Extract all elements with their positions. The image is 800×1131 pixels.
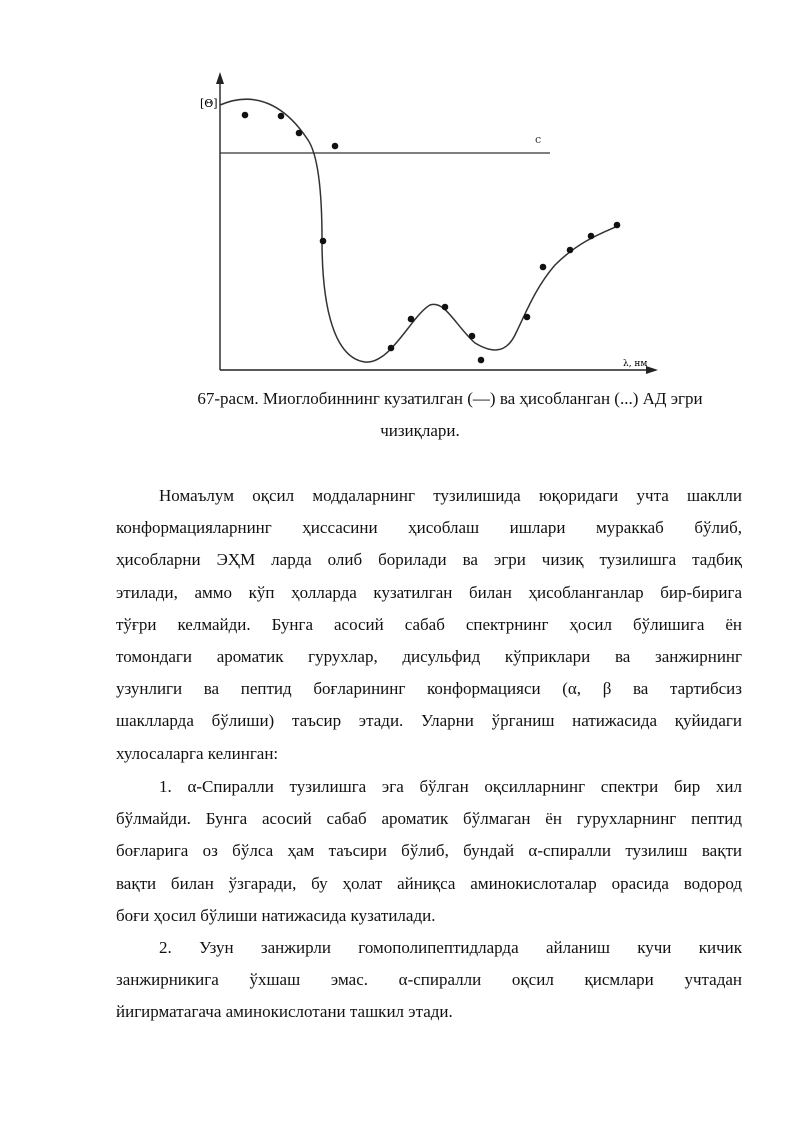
- text-line: занжирникига ўхшаш эмас. α-спиралли оқсил қисмлари учтадан: [116, 970, 742, 990]
- text-line: бўлмайди. Бунга асосий сабаб ароматик бўлмаган ён гурухларнинг пептид: [116, 809, 742, 829]
- calculated-point: [567, 247, 574, 254]
- y-axis-label: [Θ]: [200, 97, 218, 110]
- cd-spectrum-figure: [150, 60, 670, 380]
- x-axis-arrow: [646, 366, 658, 374]
- calculated-point: [540, 264, 547, 271]
- calculated-point: [296, 130, 303, 137]
- calculated-point: [278, 113, 285, 120]
- calculated-point: [442, 304, 449, 311]
- text-line: шаклларда бўлиши) таъсир этади. Уларни ўрганиш натижасида қуйидаги: [116, 711, 742, 731]
- text-line: узунлиги ва пептид боғларининг конформацияси (α, β ва тартибсиз: [116, 679, 742, 699]
- calculated-point: [524, 314, 531, 321]
- text-line: боғи ҳосил бўлиши натижасида кузатилади.: [116, 905, 436, 925]
- figure-caption-line-2: чизиқлари.: [380, 421, 460, 440]
- text-line: боғларига оз бўлса ҳам таъсири бўлиб, бундай α-спиралли тузилиш вақти: [116, 841, 742, 861]
- paragraph-3: [116, 932, 742, 1029]
- calculated-point: [478, 357, 485, 364]
- x-axis-label: λ, нм: [623, 359, 648, 369]
- text-line: этилади, аммо кўп ҳолларда кузатилган билан ҳисобланганлар бир-бирига: [116, 582, 742, 602]
- text-line: 1. α-Спиралли тузилишга эга бўлган оқсилларнинг спектри бир хил: [159, 777, 742, 796]
- text-line: вақти билан ўзгаради, бу ҳолат айниқса аминокислоталар орасида водород: [116, 873, 742, 893]
- text-line: ҳисобларни ЭҲМ ларда олиб борилади ва эгри чизиқ тузилишга тадбиқ: [116, 550, 742, 570]
- calculated-point: [320, 238, 327, 245]
- text-line: конформацияларнинг ҳиссасини ҳисоблаш ишлари мураккаб бўлиб,: [116, 518, 742, 538]
- calculated-point: [242, 112, 249, 119]
- paragraph-2: [116, 771, 742, 932]
- calculated-point: [332, 143, 339, 150]
- calculated-point: [614, 222, 621, 229]
- text-line: хулосаларга келинган:: [116, 743, 279, 763]
- text-line: томондаги ароматик гурухлар, дисульфид кўприклари ва занжирнинг: [116, 646, 742, 666]
- text-line: 2. Узун занжирли гомополипептидларда айланиш кучи кичик: [159, 938, 742, 957]
- calculated-point: [408, 316, 415, 323]
- text-line: тўғри келмайди. Бунга асосий сабаб спектрнинг ҳосил бўлишига ён: [116, 614, 742, 634]
- calculated-point: [388, 345, 395, 352]
- cd-spectrum-plot: [150, 60, 670, 380]
- calculated-point: [469, 333, 476, 340]
- paragraph-1: [116, 480, 742, 770]
- figure-caption-line-1: 67-расм. Миоглобиннинг кузатилган (—) ва ҳисобланган (...) АД эгри: [197, 389, 703, 408]
- text-line: йигирматагача аминокислотани ташкил этади.: [116, 1002, 453, 1022]
- observed-curve: [220, 99, 620, 362]
- calculated-point: [588, 233, 595, 240]
- text-line: Номаълум оқсил моддаларнинг тузилишида юқоридаги учта шаклли: [159, 486, 742, 505]
- y-axis-arrow: [216, 72, 224, 84]
- reference-line-label: c: [535, 133, 542, 146]
